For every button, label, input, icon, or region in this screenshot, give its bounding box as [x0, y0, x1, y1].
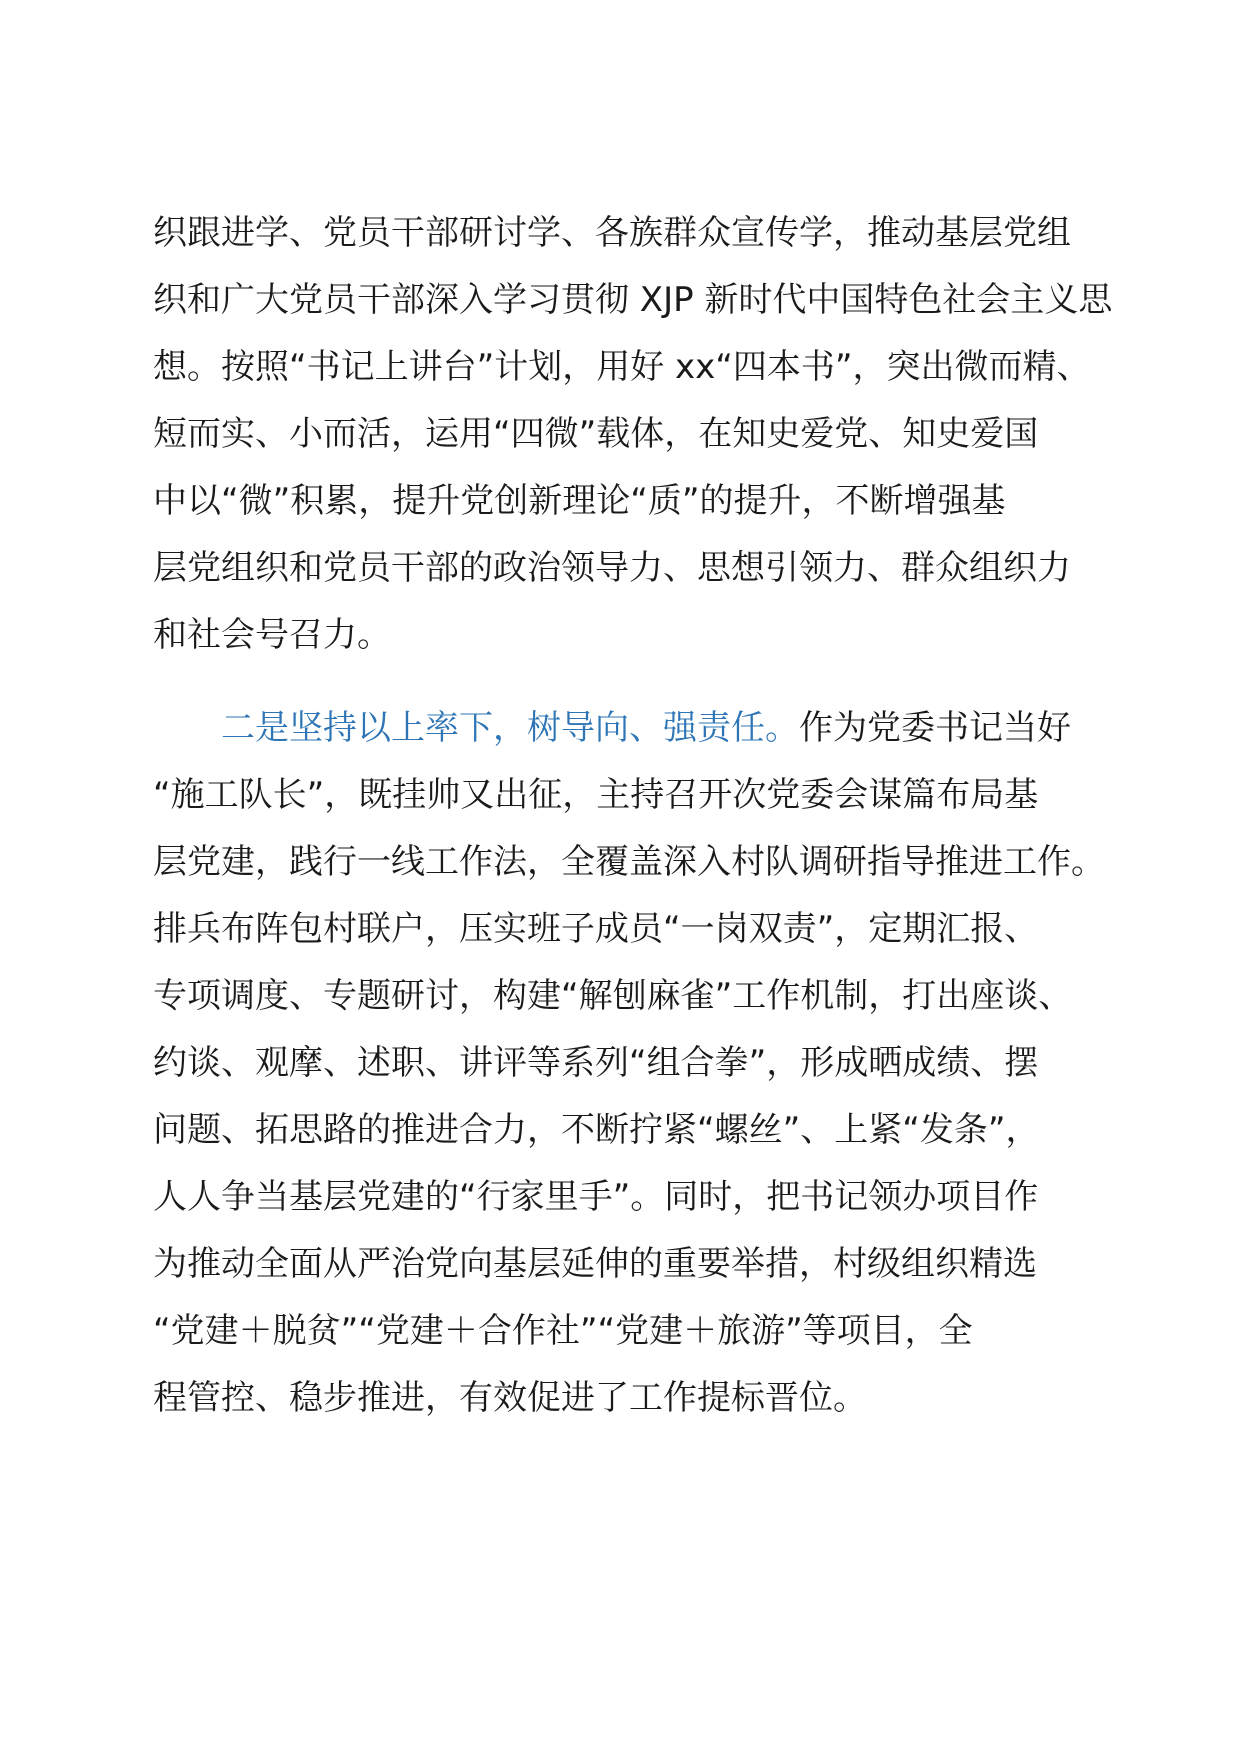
paragraph-line: “党建＋脱贫”“党建＋合作社”“党建＋旅游”等项目，全	[153, 1311, 973, 1351]
paragraph-line: 程管控、稳步推进，有效促进了工作提标晋位。	[153, 1378, 867, 1418]
section-lead-heading: 二是坚持以上率下，树导向、强责任。	[221, 708, 799, 748]
paragraph-line: 短而实、小而活，运用“四微”载体，在知史爱党、知史爱国	[153, 414, 1039, 454]
paragraph-line: 和社会号召力。	[153, 615, 391, 655]
paragraph-first-line	[153, 695, 1113, 762]
paragraph-line: 专项调度、专题研讨，构建“解刨麻雀”工作机制，打出座谈、	[153, 976, 1073, 1016]
paragraph-line: 排兵布阵包村联户，压实班子成员“一岗双责”，定期汇报、	[153, 909, 1039, 949]
paragraph-line: 人人争当基层党建的“行家里手”。同时，把书记领办项目作	[153, 1177, 1039, 1217]
first-line-rest: 作为党委书记当好	[799, 708, 1071, 748]
paragraph-line: 问题、拓思路的推进合力，不断拧紧“螺丝”、上紧“发条”，	[153, 1110, 1040, 1150]
paragraph-line: 织跟进学、党员干部研讨学、各族群众宣传学，推动基层党组	[153, 213, 1071, 253]
paragraph-line: 想。按照“书记上讲台”计划，用好 xx“四本书”，突出微而精、	[153, 347, 1091, 387]
paragraph-1	[153, 200, 1113, 669]
paragraph-line: 中以“微”积累，提升党创新理论“质”的提升，不断增强基	[153, 481, 1006, 521]
paragraph-line: 层党建，践行一线工作法，全覆盖深入村队调研指导推进工作。	[153, 842, 1105, 882]
paragraph-line: 层党组织和党员干部的政治领导力、思想引领力、群众组织力	[153, 548, 1071, 588]
paragraph-line: 为推动全面从严治党向基层延伸的重要举措，村级组织精选	[153, 1244, 1037, 1284]
paragraph-line: 约谈、观摩、述职、讲评等系列“组合拳”，形成晒成绩、摆	[153, 1043, 1039, 1083]
paragraph-line: 织和广大党员干部深入学习贯彻 XJP 新时代中国特色社会主义思	[153, 280, 1113, 320]
paragraph-2	[153, 695, 1113, 1432]
paragraph-line: “施工队长”，既挂帅又出征，主持召开次党委会谋篇布局基	[153, 775, 1039, 815]
